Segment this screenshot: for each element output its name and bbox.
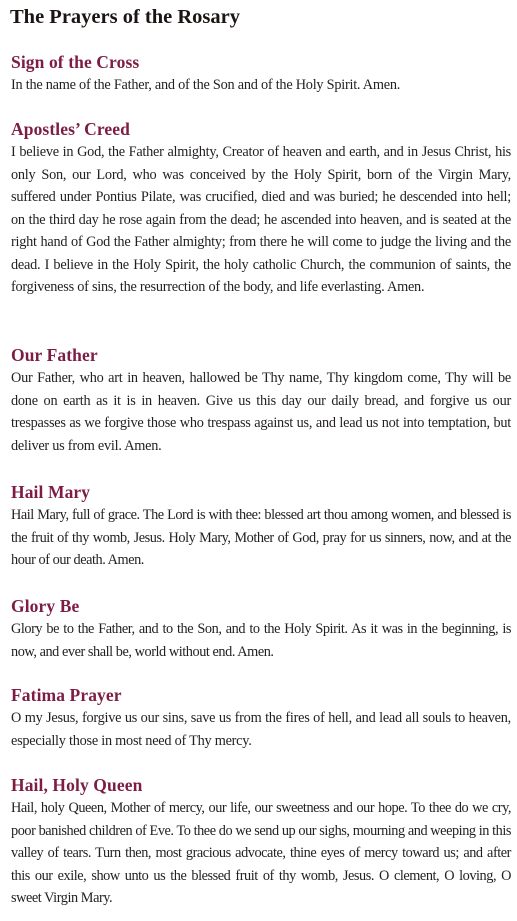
prayer-fatima-prayer (11, 684, 511, 752)
prayer-text: Hail Mary, full of grace. The Lord is with thee: blessed art thou among women, and blessed is the fruit of thy womb, Jesus. Holy Mary, Mother of God, pray for us sinners, now, and at the hour of our death. Amen. (11, 507, 511, 568)
prayer-heading: Apostles’ Creed (11, 119, 130, 139)
prayer-sign-of-the-cross (11, 51, 511, 97)
prayer-heading: Hail Mary (11, 482, 91, 502)
prayer-heading: Glory Be (11, 596, 80, 616)
prayer-text: Our Father, who art in heaven, hallowed be Thy name, Thy kingdom come, Thy will be done on earth as it is in heaven. Give us this day our daily bread, and forgive us our trespasses as we forgive those who trespass against us, and lead us not into temptation, but deliver us from evil. Amen. (11, 370, 511, 454)
prayer-text: O my Jesus, forgive us our sins, save us from the fires of hell, and lead all souls to heaven, especially those in most need of Thy mercy. (11, 710, 511, 749)
page-title: The Prayers of the Rosary (10, 6, 241, 28)
prayer-glory-be (11, 595, 511, 663)
prayer-heading: Sign of the Cross (11, 52, 140, 72)
prayer-hail-holy-queen (11, 774, 511, 910)
prayer-text: I believe in God, the Father almighty, Creator of heaven and earth, and in Jesus Christ, his only Son, our Lord, who was conceived by the Holy Spirit, born of the Virgin Mary, suffered under Pontius Pilate, was crucified, died and was buried; he descended into hell; on the third day he rose again from the dead; he ascended into heaven, and is seated at the right hand of God the Father almighty; from there he will come to judge the living and the dead. I believe in the Holy Spirit, the holy catholic Church, the communion of saints, the forgiveness of sins, the resurrection of the body, and life everlasting. Amen. (11, 144, 511, 295)
prayer-hail-mary (11, 481, 511, 572)
prayer-apostles-creed (11, 118, 511, 299)
prayer-text: Hail, holy Queen, Mother of mercy, our life, our sweetness and our hope. To thee do we cry, poor banished children of Eve. To thee do we send up our sighs, mourning and weeping in this valley of tears. Turn then, most gracious advocate, thine eyes of mercy toward us; and after this our exile, show unto us the blessed fruit of thy womb, Jesus. O clement, O loving, O sweet Virgin Mary. (11, 800, 511, 906)
prayer-heading: Fatima Prayer (11, 685, 122, 705)
prayer-our-father (11, 344, 511, 457)
prayer-heading: Our Father (11, 345, 98, 365)
prayer-heading: Hail, Holy Queen (11, 775, 143, 795)
prayer-text: In the name of the Father, and of the Son and of the Holy Spirit. Amen. (11, 77, 401, 93)
prayer-text: Glory be to the Father, and to the Son, and to the Holy Spirit. As it was in the beginning, is now, and ever shall be, world without end. Amen. (11, 621, 511, 660)
